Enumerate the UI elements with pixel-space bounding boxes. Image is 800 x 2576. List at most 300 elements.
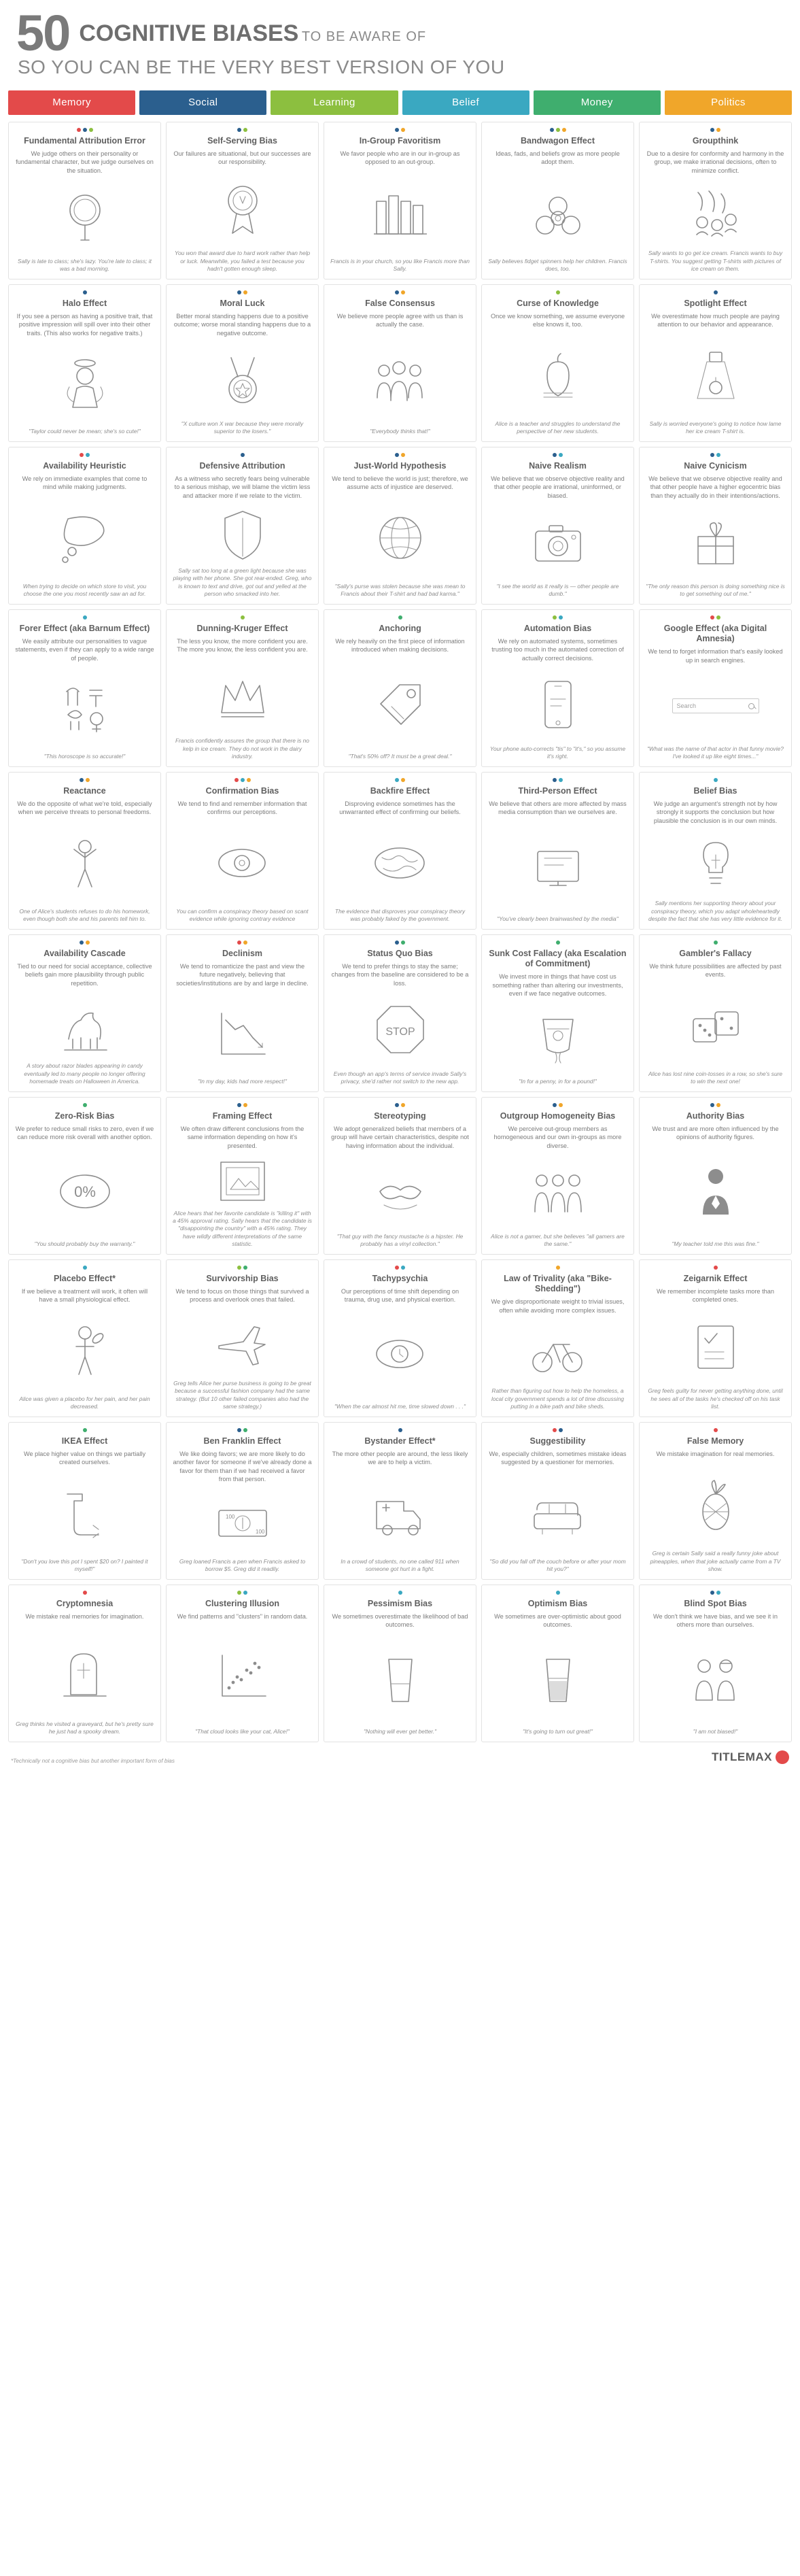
people-group-icon (330, 333, 470, 428)
couch-icon (488, 1471, 627, 1558)
category-dot (710, 128, 714, 132)
half-full-glass-icon (488, 1633, 627, 1728)
bias-card (8, 1422, 161, 1580)
hand-mirror-icon (15, 179, 154, 257)
bias-example: "Taylor could never be mean; she's so cute!" (29, 427, 141, 435)
bias-title: Fundamental Attribution Error (24, 135, 145, 146)
svg-text:STOP: STOP (385, 1026, 415, 1038)
category-dot (556, 1591, 560, 1595)
bias-card (481, 609, 634, 767)
bias-title: Suggestibility (529, 1436, 586, 1446)
category-dot (86, 940, 90, 945)
bias-title: Naive Realism (529, 460, 587, 471)
bias-example: "That's 50% off? It must be a great deal." (348, 752, 452, 760)
bias-description: The more other people are around, the less likely we are to help a victim. (332, 1451, 468, 1466)
category-dot (559, 778, 563, 782)
category-dot (398, 1591, 402, 1595)
bias-description: We perceive out-group members as homogeneous and our own in-groups as more diverse. (493, 1125, 622, 1149)
crown-icon (173, 658, 312, 738)
footnote: *Technically not a cognitive bias but another important form of bias (11, 1757, 175, 1764)
bias-description: Tied to our need for social acceptance, collective beliefs gain more plausibility through public repetition. (17, 963, 152, 987)
bias-description: If we believe a treatment will work, it often will have a small physiological effect. (21, 1288, 148, 1304)
bias-title: Confirmation Bias (205, 785, 279, 796)
category-dots (488, 615, 627, 620)
bias-title: Forer Effect (aka Barnum Effect) (19, 623, 150, 633)
category-dot (83, 1266, 87, 1270)
category-dots (15, 778, 154, 782)
search-box-icon (646, 668, 785, 745)
bias-example: "My teacher told me this was fine." (672, 1240, 759, 1247)
category-dot (716, 615, 720, 620)
category-dot (83, 1103, 87, 1107)
suit-figure-icon (646, 1146, 785, 1240)
bias-card (639, 1422, 792, 1580)
category-dots (173, 940, 312, 945)
category-dots (488, 290, 627, 294)
bias-title: Reactance (63, 785, 106, 796)
bias-title: Automation Bias (523, 623, 592, 633)
bias-card (481, 1097, 634, 1255)
category-dots (488, 940, 627, 945)
category-dot (243, 1266, 247, 1270)
bias-title: Blind Spot Bias (684, 1598, 747, 1608)
search-input[interactable] (672, 698, 759, 713)
svg-text:100: 100 (255, 1529, 264, 1535)
bias-description: We overestimate how much people are paying attention to our behavior and appearance. (651, 313, 780, 328)
category-dot (710, 453, 714, 457)
bias-example: "You've clearly been brainwashed by the media" (497, 915, 619, 922)
bias-card (639, 934, 792, 1092)
hundred-dollar-bill-icon (173, 1487, 312, 1557)
category-dot (401, 453, 405, 457)
bias-title: In-Group Favoritism (359, 135, 441, 146)
bias-description: We favor people who are in our in-group as opposed to an out-group. (340, 150, 460, 166)
bias-description: As a witness who secretly fears being vulnerable to a serious mishap, we will blame the victim less and attacker more if we relate to the victim. (174, 475, 311, 499)
bias-card (324, 934, 476, 1092)
category-dot (237, 1103, 241, 1107)
category-dot (395, 128, 399, 132)
bias-example: When trying to decide on which store to visit, you choose the one you most recently saw an ad for. (22, 582, 147, 597)
bias-example: Sally believes fidget spinners help her children. Francis does, too. (488, 257, 627, 272)
category-dot (237, 1591, 241, 1595)
category-dot (716, 128, 720, 132)
group-columns-icon (330, 171, 470, 258)
zero-percent-icon (15, 1146, 154, 1240)
bias-description: We tend to romanticize the past and view the future negatively, believing that societies/institutions are by and large in decline. (176, 963, 309, 987)
legend-item-money[interactable]: Money (534, 90, 661, 115)
thought-bubble-icon (15, 496, 154, 583)
bias-example: "This horoscope is so accurate!" (44, 752, 126, 760)
bias-title: Clustering Illusion (205, 1598, 280, 1608)
page-subtitle: SO YOU CAN BE THE VERY BEST VERSION OF YOU (18, 56, 505, 78)
bias-title: Availability Heuristic (43, 460, 126, 471)
category-dot (243, 290, 247, 294)
bias-example: "I see the world as it really is — other people are dumb." (496, 582, 619, 597)
bias-example: Greg feels guilty for never getting anything done, until he sees all of the tasks he's checked off on his task list. (648, 1387, 783, 1410)
category-dots (330, 940, 470, 945)
bias-description: If you see a person as having a positive trait, that positive impression will spill over into their other traits. (This also works for negative traits.) (16, 313, 153, 337)
bias-card (639, 284, 792, 442)
bias-card (8, 609, 161, 767)
category-dot (80, 940, 84, 945)
bias-description: We mistake real memories for imagination. (25, 1613, 144, 1621)
allen-wrench-icon (15, 1471, 154, 1558)
bias-description: Once we know something, we assume everyone else knows it, too. (490, 313, 625, 328)
category-dots (173, 778, 312, 782)
category-dots (173, 1103, 312, 1107)
bias-description: We don't think we have bias, and we see it in others more than ourselves. (653, 1613, 778, 1629)
category-dots (15, 1266, 154, 1270)
checklist-icon (646, 1308, 785, 1388)
bias-title: Anchoring (379, 623, 421, 633)
category-dots (173, 615, 312, 620)
bias-title: Halo Effect (62, 298, 107, 308)
bias-example: You can confirm a conspiracy theory based on scant evidence while ignoring contrary evidence (176, 907, 309, 922)
search-placeholder: Search (676, 702, 697, 710)
category-dots (15, 453, 154, 457)
bias-card (481, 934, 634, 1092)
bias-title: False Memory (686, 1436, 744, 1446)
bias-card (324, 1422, 476, 1580)
bias-description: Better moral standing happens due to a positive outcome; worse moral standing happens due to a negative outcome. (173, 313, 311, 337)
category-dots (646, 1428, 785, 1432)
category-dot (559, 1103, 563, 1107)
bias-example: "When the car almost hit me, time slowed down . . ." (334, 1402, 466, 1410)
bias-title: Stereotyping (374, 1111, 426, 1121)
category-dot (243, 1103, 247, 1107)
category-dot (716, 453, 720, 457)
category-dot (401, 1103, 405, 1107)
scatter-dots-icon (173, 1625, 312, 1727)
bias-title: Status Quo Bias (367, 948, 433, 958)
bias-example: "The only reason this person is doing something nice is to get something out of me." (646, 582, 785, 597)
world-map-icon (330, 821, 470, 908)
category-dots (15, 290, 154, 294)
bias-description: Due to a desire for conformity and harmony in the group, we make irrational decisions, often to minimize conflict. (646, 150, 784, 174)
category-dots (330, 1591, 470, 1595)
bias-example: "Nothing will ever get better." (363, 1727, 437, 1735)
category-dot (710, 1591, 714, 1595)
category-dot (243, 940, 247, 945)
category-dot (395, 290, 399, 294)
header (0, 0, 800, 82)
category-dots (330, 615, 470, 620)
bias-title: Outgroup Homogeneity Bias (500, 1111, 616, 1121)
bias-card (481, 122, 634, 279)
category-dot (556, 940, 560, 945)
bias-title: Cryptomnesia (56, 1598, 114, 1608)
bias-example: Sally wants to go get ice cream. Francis wants to buy T-shirts. You suggest getting T-shirts with pictures of ice cream on them. (648, 250, 783, 272)
category-dots (15, 1103, 154, 1107)
bias-description: We rely heavily on the first piece of information introduced when making decisions. (335, 638, 465, 654)
title-row (16, 5, 784, 61)
bias-description: We adopt generalized beliefs that members of a group will have certain characteristics, despite not having information about the individual. (331, 1125, 469, 1149)
category-legend (0, 82, 800, 122)
bias-card (8, 447, 161, 605)
bias-description: We judge an argument's strength not by how strongly it supports the conclusion but how plausible the conclusion is in our own minds. (653, 800, 778, 824)
bias-card (166, 609, 319, 767)
bias-example: Sally is late to class; she's lazy. You're late to class; it was a bad morning. (18, 257, 152, 272)
bias-example: "Sally's purse was stolen because she was mean to Francis about their T-shirt and had bad karma." (334, 582, 466, 597)
svg-text:0%: 0% (73, 1183, 96, 1201)
bias-example: Sally sat too long at a green light because she was playing with her phone. She got rear-ended. Greg, who is known to text and drive, got out and yelled at the person who smacked into her. (173, 567, 312, 597)
bias-description: We sometimes are over-optimistic about good outcomes. (494, 1613, 621, 1629)
bias-example: Alice is a teacher and struggles to understand the perspective of her new students. (495, 420, 621, 435)
bias-description: We tend to find and remember information that confirms our perceptions. (177, 800, 307, 816)
pineapple-icon (646, 1462, 785, 1550)
category-dot (395, 453, 399, 457)
category-dot (716, 1103, 720, 1107)
category-dot (234, 778, 239, 782)
category-dot (710, 1103, 714, 1107)
bias-example: Alice has lost nine coin-tosses in a row, so she's sure to win the next one! (648, 1070, 783, 1085)
bias-example: Greg is certain Sally said a really funny joke about pineapples, when that joke actually came from a TV show. (650, 1550, 781, 1572)
bias-title: Ben Franklin Effect (203, 1436, 281, 1446)
bias-title: Optimism Bias (527, 1598, 588, 1608)
bias-title: Self-Serving Bias (207, 135, 277, 146)
bias-description: We believe that others are more affected by mass media consumption than we ourselves are. (489, 800, 627, 816)
bias-description: We, especially children, sometimes mistake ideas suggested by a questioner for memories. (489, 1451, 627, 1466)
category-dots (488, 1103, 627, 1107)
bias-title: Dunning-Kruger Effect (196, 623, 288, 633)
bias-card (166, 284, 319, 442)
bias-title: Tachypsychia (372, 1273, 428, 1283)
category-dot (83, 1428, 87, 1432)
bias-example: "You should probably buy the warranty." (34, 1240, 135, 1247)
bias-example: "So did you fall off the couch before or after your mom hit you?" (489, 1557, 626, 1572)
bias-example: Sally is worried everyone's going to notice how lame her ice cream T-shirt is. (649, 420, 782, 435)
bias-title: Bystander Effect* (364, 1436, 436, 1446)
legend-item-memory[interactable]: Memory (8, 90, 135, 115)
brand-badge-icon (776, 1750, 789, 1764)
bias-description: We mistake imagination for real memories. (656, 1451, 775, 1458)
bias-card (166, 1584, 319, 1742)
bicycle-icon (488, 1319, 627, 1387)
bias-title: Law of Trivality (aka "Bike-Shedding") (504, 1273, 612, 1294)
category-dots (488, 1591, 627, 1595)
bias-title: Bandwagon Effect (520, 135, 595, 146)
bias-example: Alice is not a gamer, but she believes "all gamers are the same." (491, 1232, 625, 1247)
category-dots (488, 778, 627, 782)
category-dot (241, 453, 245, 457)
category-dot (553, 778, 557, 782)
bias-description: We place higher value on things we partially created ourselves. (23, 1451, 146, 1466)
legend-item-politics[interactable]: Politics (665, 90, 792, 115)
bias-title: Backfire Effect (370, 785, 430, 796)
category-dot (556, 1266, 560, 1270)
legend-item-social[interactable]: Social (139, 90, 266, 115)
category-dots (173, 1428, 312, 1432)
bias-example: "In for a penny, in for a pound!" (519, 1077, 597, 1085)
bias-example: The evidence that disproves your conspiracy theory was probably faked by the government. (334, 907, 466, 922)
bias-card (324, 1259, 476, 1417)
category-dot (553, 1428, 557, 1432)
category-dot (562, 128, 566, 132)
legend-item-learning[interactable]: Learning (271, 90, 398, 115)
category-dot (401, 778, 405, 782)
money-drain-icon (488, 1002, 627, 1077)
bias-description: We do the opposite of what we're told, especially when we perceive threats to personal freedoms. (17, 800, 152, 816)
bias-card (324, 1097, 476, 1255)
category-dots (488, 1428, 627, 1432)
category-dot (86, 778, 90, 782)
bias-example: "Everybody thinks that!" (370, 427, 430, 435)
category-dot (550, 128, 554, 132)
brand-logo (712, 1750, 789, 1764)
category-dot (401, 128, 405, 132)
bias-title: Sunk Cost Fallacy (aka Escalation of Commitment) (489, 948, 627, 969)
bias-example: A story about razor blades appearing in candy eventually led to many people no longer offering homemade treats on Halloween in America. (24, 1062, 145, 1085)
bias-card (324, 1584, 476, 1742)
page-title: COGNITIVE BIASES (79, 20, 299, 46)
category-dot (243, 1591, 247, 1595)
category-dot (714, 1428, 718, 1432)
bias-card (481, 1259, 634, 1417)
category-dot (80, 778, 84, 782)
bias-card (166, 1259, 319, 1417)
bias-card (481, 1422, 634, 1580)
category-dots (15, 1591, 154, 1595)
camera-icon (488, 504, 627, 582)
search-icon (748, 703, 754, 709)
pill-figure-icon (15, 1308, 154, 1395)
category-dot (237, 128, 241, 132)
bias-title: Declinism (222, 948, 263, 958)
bias-title: Spotlight Effect (684, 298, 747, 308)
category-dots (488, 453, 627, 457)
category-dot (559, 453, 563, 457)
bias-card (324, 447, 476, 605)
category-dot (714, 940, 718, 945)
category-dot (237, 290, 241, 294)
bias-card (324, 609, 476, 767)
zodiac-symbols-icon (15, 666, 154, 753)
category-dot (243, 1428, 247, 1432)
bias-title: Framing Effect (212, 1111, 273, 1121)
bias-card (166, 934, 319, 1092)
bias-card (639, 447, 792, 605)
category-dots (330, 128, 470, 132)
bias-card-grid (0, 122, 800, 1748)
bias-description: We often draw different conclusions from the same information depending on how it's presented. (180, 1125, 305, 1149)
category-dot (86, 453, 90, 457)
bias-description: We find patterns and "clusters" in random data. (177, 1613, 308, 1621)
category-dot (401, 1266, 405, 1270)
bias-title: Third-Person Effect (518, 785, 597, 796)
bias-description: We trust and are more often influenced by the opinions of authority figures. (652, 1125, 779, 1141)
category-dot (237, 1428, 241, 1432)
bias-description: Our perceptions of time shift depending on trauma, drug use, and physical exertion. (341, 1288, 459, 1304)
category-dot (714, 290, 718, 294)
bias-example: "In my day, kids had more respect!" (197, 1077, 287, 1085)
category-dot (241, 615, 245, 620)
spotlight-icon (646, 333, 785, 420)
bias-card (481, 1584, 634, 1742)
category-dots (15, 1428, 154, 1432)
bias-card (8, 1097, 161, 1255)
half-empty-glass-icon (330, 1633, 470, 1728)
identical-people-icon (488, 1154, 627, 1232)
category-dot (559, 1428, 563, 1432)
bias-card (8, 122, 161, 279)
category-dot (247, 778, 251, 782)
category-dots (15, 615, 154, 620)
bias-description: We believe that we observe objective reality and that other people are irrational, uninformed, or biased. (491, 475, 625, 499)
category-dots (646, 1591, 785, 1595)
bias-title: Belief Bias (693, 785, 737, 796)
category-dot (83, 615, 87, 620)
bias-description: We judge others on their personality or fundamental character, but we judge ourselves on the situation. (16, 150, 154, 174)
bias-card (166, 447, 319, 605)
category-dots (173, 453, 312, 457)
bias-card (8, 934, 161, 1092)
medal-icon (173, 341, 312, 420)
bias-card (324, 772, 476, 930)
category-dot (398, 615, 402, 620)
category-dots (646, 128, 785, 132)
bias-description: We think future possibilities are affected by past events. (649, 963, 782, 979)
bias-title: Curse of Knowledge (517, 298, 599, 308)
category-dots (173, 1266, 312, 1270)
bias-card (324, 284, 476, 442)
category-dots (173, 128, 312, 132)
globe-scales-icon (330, 496, 470, 583)
eye-lens-icon (173, 821, 312, 908)
category-dots (488, 128, 627, 132)
legend-item-belief[interactable]: Belief (402, 90, 529, 115)
bias-example: Francis is in your church, so you like Francis more than Sally. (330, 257, 470, 272)
bias-card (166, 122, 319, 279)
bias-example: Sally mentions her supporting theory about your conspiracy theory, which you adapt wholeheartedly despite the fact that she has very little evidence for it. (648, 900, 782, 922)
bias-example: "What was the name of that actor in that funny movie? I've looked it up like eight times..." (647, 745, 784, 760)
category-dots (330, 778, 470, 782)
category-dot (395, 778, 399, 782)
bias-example: "That guy with the fancy mustache is a hipster. He probably has a vinyl collection." (336, 1232, 464, 1247)
category-dots (15, 940, 154, 945)
bias-card (639, 772, 792, 930)
bias-example: Greg thinks he visited a graveyard, but he's pretty sure he just had a spooky dream. (16, 1720, 154, 1735)
bias-card (481, 284, 634, 442)
category-dot (714, 778, 718, 782)
category-dot (395, 1266, 399, 1270)
category-dots (173, 290, 312, 294)
category-dots (330, 290, 470, 294)
gift-suspicion-icon (646, 504, 785, 582)
bias-title: Moral Luck (220, 298, 265, 308)
category-dots (330, 1103, 470, 1107)
bias-description: We rely on automated systems, sometimes trusting too much in the automated correction of actually correct decisions. (491, 638, 624, 662)
bias-title: Zero-Risk Bias (54, 1111, 115, 1121)
bias-card (324, 122, 476, 279)
bias-title: Pessimism Bias (367, 1598, 433, 1608)
category-dot (243, 128, 247, 132)
bias-title: Availability Cascade (44, 948, 126, 958)
bias-example: In a crowd of students, no one called 911 when someone got hurt in a fight. (341, 1557, 459, 1572)
rebel-figure-icon (15, 821, 154, 908)
category-dots (646, 615, 785, 620)
category-dots (330, 1266, 470, 1270)
bias-example: Your phone auto-corrects "tis" to "it's," so you assume it's right. (489, 745, 626, 760)
picture-frame-icon (173, 1154, 312, 1210)
bias-title: Survivorship Bias (206, 1273, 279, 1283)
category-dot (556, 290, 560, 294)
category-dots (646, 290, 785, 294)
bias-example: Francis confidently assures the group that there is no kelp in ice cream. They do not work in the dairy industry. (175, 737, 309, 760)
bias-title: Gambler's Fallacy (679, 948, 752, 958)
bias-description: Our failures are situational, but our successes are our responsibility. (173, 150, 311, 166)
fidget-spinner-icon (488, 171, 627, 258)
bias-example: Alice was given a placebo for her pain, and her pain decreased. (19, 1395, 150, 1410)
